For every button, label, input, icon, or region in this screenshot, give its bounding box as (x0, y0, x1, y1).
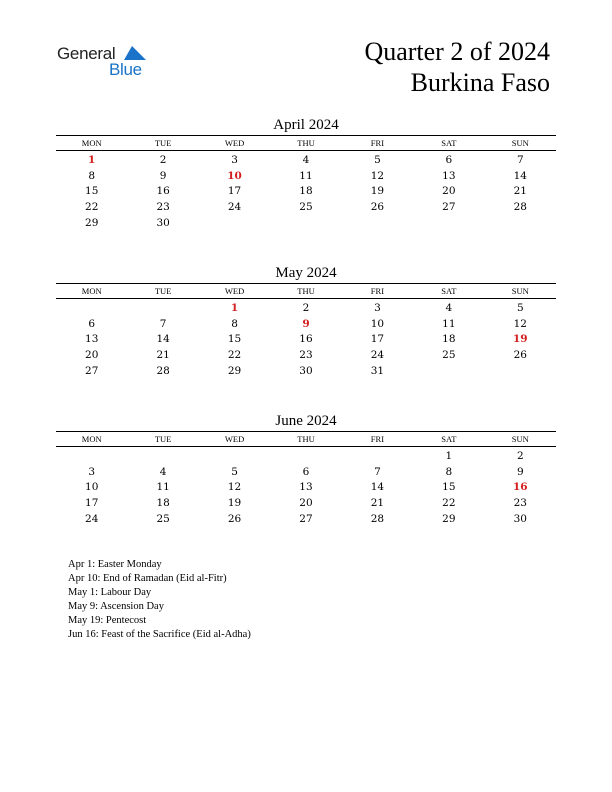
day-cell: 9 (159, 169, 167, 182)
day-cell: 15 (227, 333, 242, 346)
holiday-note: Apr 10: End of Ramadan (Eid al-Fitr) (68, 573, 227, 584)
day-cell: 13 (442, 169, 456, 182)
weekday-label: WED (224, 286, 245, 296)
day-cell: 27 (299, 512, 313, 525)
weekday-label: SUN (511, 434, 529, 444)
day-cell: 2 (516, 450, 524, 462)
holiday-note: Apr 1: Easter Monday (68, 559, 162, 570)
weekday-label: THU (297, 286, 315, 296)
day-cell: 10 (85, 481, 99, 494)
day-cell: 3 (88, 465, 96, 478)
holiday-note: May 1: Labour Day (68, 587, 152, 598)
empty-day-cell (127, 449, 198, 465)
day-cell: 18 (156, 497, 170, 510)
title-quarter: Quarter 2 of 2024 (364, 37, 550, 66)
day-cell: 21 (156, 349, 170, 362)
month-title: April 2024 (273, 117, 339, 133)
day-cell: 16 (156, 185, 170, 198)
day-cell: 20 (442, 185, 456, 198)
holiday-note: May 9: Ascension Day (68, 601, 164, 612)
day-cell: 21 (370, 497, 385, 510)
day-cell: 28 (513, 201, 527, 214)
holiday-notes (68, 558, 251, 642)
day-cell: 26 (513, 349, 527, 362)
weekday-label: TUE (154, 434, 172, 444)
day-cell: 23 (156, 201, 170, 214)
logo-blue-text: Blue (109, 60, 142, 79)
day-cell: 19 (227, 497, 242, 510)
logo-general-text: General (57, 44, 116, 63)
day-cell: 29 (442, 512, 456, 525)
month-april (56, 115, 556, 231)
day-cell: 17 (227, 185, 242, 198)
weekday-label: MON (81, 286, 102, 296)
day-cell: 3 (374, 302, 381, 314)
weekday-label: MON (81, 434, 102, 444)
weekday-label: TUE (154, 286, 172, 296)
holiday-note: May 19: Pentecost (68, 615, 147, 626)
day-cell: 5 (374, 154, 381, 166)
month-title: June 2024 (275, 413, 337, 429)
holiday-day-cell: 10 (227, 169, 242, 182)
holiday-day-cell: 9 (302, 317, 310, 330)
month-title: May 2024 (275, 265, 337, 281)
day-cell: 29 (227, 364, 242, 377)
day-cell: 21 (513, 185, 527, 198)
day-grid (56, 449, 556, 527)
empty-day-cell (56, 301, 127, 317)
weekday-label: SAT (441, 286, 457, 296)
day-cell: 11 (156, 481, 170, 494)
day-cell: 23 (513, 497, 527, 510)
day-cell: 11 (299, 169, 313, 182)
day-cell: 17 (370, 333, 385, 346)
holiday-day-cell: 1 (230, 302, 239, 314)
day-cell: 20 (85, 349, 99, 362)
day-cell: 8 (445, 465, 453, 478)
day-cell: 16 (299, 333, 313, 346)
day-cell: 25 (442, 349, 456, 362)
day-grid (56, 301, 556, 379)
day-cell: 12 (370, 169, 385, 182)
day-cell: 27 (85, 364, 99, 377)
day-cell: 28 (156, 364, 170, 377)
day-cell: 2 (159, 154, 167, 166)
weekday-label: WED (224, 434, 245, 444)
day-cell: 27 (442, 201, 456, 214)
day-cell: 13 (85, 333, 99, 346)
day-cell: 24 (370, 349, 385, 362)
day-cell: 25 (156, 512, 170, 525)
empty-day-cell (199, 449, 270, 465)
weekday-label: SAT (441, 434, 457, 444)
day-cell: 8 (231, 317, 238, 330)
weekday-label: THU (297, 138, 315, 148)
logo (57, 44, 157, 80)
weekday-label: TUE (154, 138, 172, 148)
day-cell: 20 (299, 497, 313, 510)
weekday-label: FRI (370, 434, 385, 444)
day-grid (56, 153, 556, 231)
day-cell: 8 (88, 169, 96, 182)
day-cell: 7 (374, 465, 381, 478)
day-cell: 2 (302, 302, 310, 314)
day-cell: 4 (445, 302, 453, 314)
month-june (56, 411, 556, 527)
empty-day-cell (56, 449, 127, 465)
day-cell: 18 (299, 185, 313, 198)
empty-day-cell (270, 449, 341, 465)
month-may (56, 263, 556, 379)
weekday-header (56, 283, 556, 299)
day-cell: 30 (299, 364, 313, 377)
weekday-label: FRI (370, 286, 385, 296)
day-cell: 15 (85, 185, 99, 198)
day-cell: 26 (370, 201, 385, 214)
day-cell: 14 (156, 333, 170, 346)
day-cell: 24 (227, 201, 242, 214)
day-cell: 26 (227, 512, 242, 525)
weekday-label: MON (81, 138, 102, 148)
day-cell: 14 (513, 169, 527, 182)
day-cell: 6 (445, 154, 453, 166)
day-cell: 22 (85, 201, 99, 214)
day-cell: 24 (85, 512, 99, 525)
day-cell: 18 (442, 333, 456, 346)
day-cell: 31 (370, 364, 385, 377)
weekday-header (56, 135, 556, 151)
day-cell: 25 (299, 201, 313, 214)
day-cell: 7 (159, 317, 167, 330)
day-cell: 9 (516, 465, 524, 478)
day-cell: 10 (370, 317, 385, 330)
holiday-day-cell: 1 (88, 154, 96, 166)
weekday-label: SUN (511, 286, 529, 296)
day-cell: 4 (159, 465, 167, 478)
day-cell: 12 (227, 481, 242, 494)
day-cell: 4 (302, 154, 310, 166)
weekday-label: FRI (370, 138, 385, 148)
day-cell: 5 (231, 465, 238, 478)
empty-day-cell (127, 301, 198, 317)
weekday-label: WED (224, 138, 245, 148)
day-cell: 6 (302, 465, 310, 478)
day-cell: 17 (85, 497, 99, 510)
day-cell: 29 (85, 216, 99, 229)
day-cell: 30 (513, 512, 527, 525)
empty-day-cell (342, 449, 413, 465)
day-cell: 23 (299, 349, 313, 362)
weekday-label: THU (297, 434, 315, 444)
holiday-day-cell: 16 (512, 481, 528, 494)
day-cell: 14 (370, 481, 385, 494)
day-cell: 15 (442, 481, 456, 494)
weekday-header (56, 431, 556, 447)
day-cell: 22 (442, 497, 456, 510)
weekday-label: SAT (441, 138, 457, 148)
title-country: Burkina Faso (410, 68, 550, 97)
day-cell: 13 (299, 481, 313, 494)
holiday-day-cell: 19 (512, 333, 528, 346)
day-cell: 7 (516, 154, 524, 166)
day-cell: 22 (227, 349, 242, 362)
day-cell: 30 (156, 216, 170, 229)
day-cell: 5 (516, 302, 524, 314)
holiday-note: Jun 16: Feast of the Sacrifice (Eid al-Adha) (68, 629, 251, 640)
day-cell: 3 (231, 154, 238, 166)
day-cell: 11 (442, 317, 456, 330)
day-cell: 19 (370, 185, 385, 198)
page-title (364, 36, 550, 98)
logo-triangle-icon (124, 46, 146, 60)
day-cell: 6 (88, 317, 96, 330)
weekday-label: SUN (511, 138, 529, 148)
day-cell: 12 (513, 317, 527, 330)
day-cell: 1 (445, 450, 453, 462)
day-cell: 28 (370, 512, 385, 525)
